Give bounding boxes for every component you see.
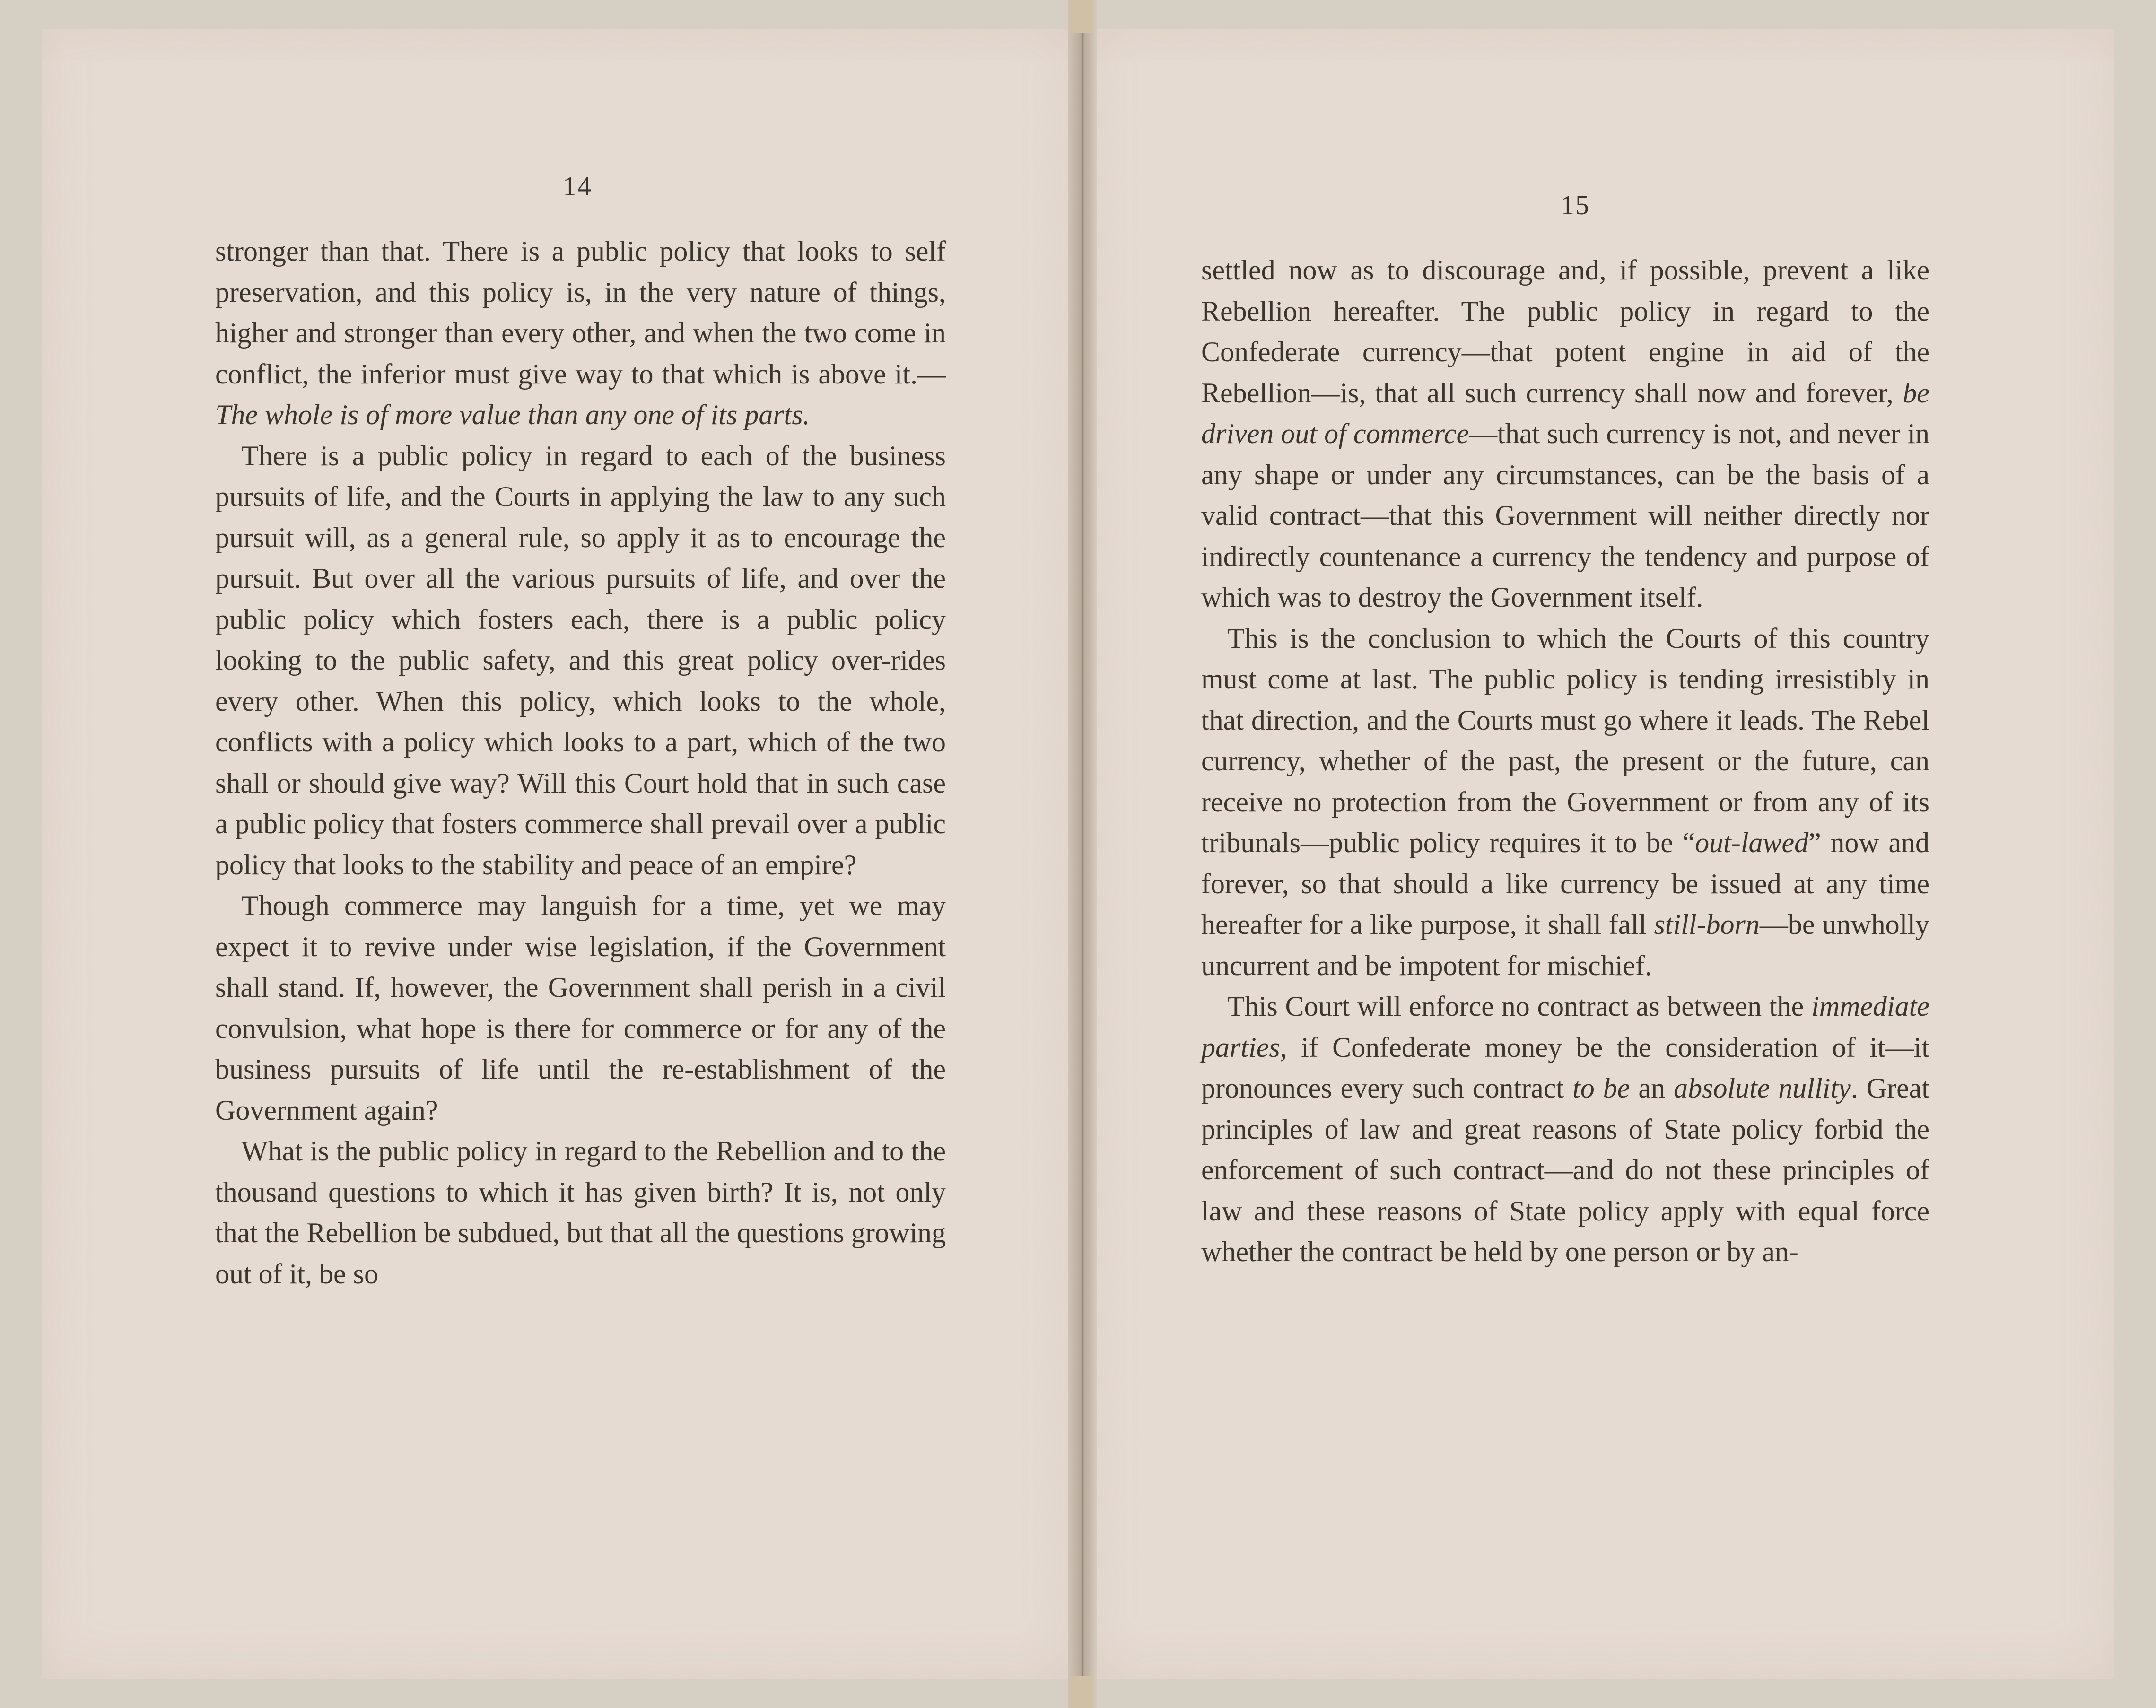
right-page-number: 15 (1561, 190, 1590, 220)
text-run: . Great principles of law and great reasons of State policy forbid the enforcement of such contract—and do not these principles of law and these reasons of State policy apply with equal force whether the contract be held by one person or by an- (1201, 1072, 1930, 1267)
paragraph (1201, 250, 1929, 618)
paragraph (215, 885, 946, 1131)
paragraph (1201, 986, 1929, 1272)
italic-text: The whole is of more value than any one of its parts. (215, 399, 810, 430)
italic-text: to be (1572, 1072, 1630, 1104)
paragraph (215, 231, 946, 436)
left-page-number: 14 (563, 171, 592, 201)
italic-text: still-born (1654, 909, 1760, 940)
left-page-text (215, 231, 946, 1294)
paragraph (215, 1131, 946, 1294)
italic-text: immediate parties (1201, 991, 1929, 1063)
binding-tape-bottom (1070, 1676, 1093, 1708)
text-run: —that such currency is not, and never in any shape or under any circumstances, can be the basis of a valid contract—that this Government will neither directly nor indirectly countenance a currency the tendency and purpose of which was to destroy the Government itself. (1201, 418, 1929, 613)
text-run: stronger than that. There is a public policy that looks to self preservation, and this policy is, in the very nature of things, higher and stronger than every other, and when the two come in conflict, the inferior must give way to that which is above it.— (215, 235, 946, 390)
text-run: an (1630, 1072, 1674, 1104)
paragraph (1201, 618, 1929, 986)
binding-tape-top (1070, 0, 1093, 33)
text-run: Though commerce may languish for a time, yet we may expect it to revive under wise legislation, if the Government shall stand. If, however, the Government shall perish in a civil convulsion, what hope is there for commerce or for any of the business pursuits of life until the re-establishment of the Government again? (215, 890, 946, 1126)
italic-text: absolute nullity (1674, 1072, 1851, 1104)
text-run: This is the conclusion to which the Courts of this country must come at last. The public policy is tending irresistibly in that direction, and the Courts must go where it leads. The Rebel currency, whether of the past, the present or the future, can receive no protection from the Government or from any of its tribunals—public policy requires it to be “ (1201, 622, 1929, 858)
italic-text: be driven out of commerce (1201, 377, 1929, 449)
text-run: , if Confederate money be the consideration of it—it pronounces every such contract (1201, 1031, 1929, 1104)
paragraph (215, 436, 946, 886)
right-page-text (1201, 250, 1929, 1272)
italic-text: out-lawed (1695, 827, 1809, 858)
text-run: There is a public policy in regard to each of the business pursuits of life, and the Courts in applying the law to any such pursuit will, as a general rule, so apply it as to encourage the pursuit. But over all the various pursuits of life, and over the public policy which fosters each, there is a public policy looking to the public safety, and this great policy over-rides every other. When this policy, which looks to the whole, conflicts with a policy which looks to a part, which of the two shall or should give way? Will this Court hold that in such case a public policy that fosters commerce shall prevail over a public policy that looks to the stability and peace of an empire? (215, 440, 946, 880)
text-run: What is the public policy in regard to the Rebellion and to the thousand questions to which it has given birth? It is, not only that the Rebellion be subdued, but that all the questions growing out of it, be so (215, 1135, 946, 1290)
text-run: This Court will enforce no contract as between the (1227, 991, 1812, 1022)
text-run: —be unwholly uncurrent and be impotent for mischief. (1201, 909, 1929, 981)
text-run: ” now and forever, so that should a like currency be issued at any time hereafter for a like purpose, it shall fall (1201, 827, 1929, 940)
text-run: settled now as to discourage and, if possible, prevent a like Rebellion hereafter. The public policy in regard to the Confederate currency—that potent engine in aid of the Rebellion—is, that all such currency shall now and forever, (1201, 254, 1929, 409)
book-gutter (1068, 0, 1097, 1708)
